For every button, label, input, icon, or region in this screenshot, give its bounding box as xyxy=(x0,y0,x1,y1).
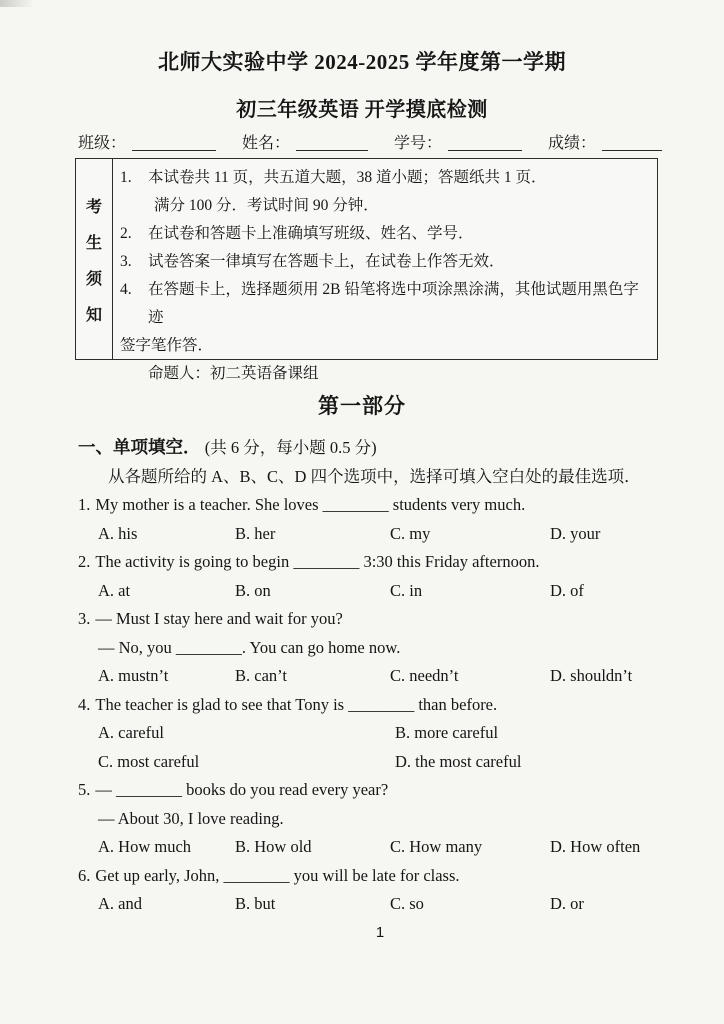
class-field xyxy=(78,130,216,153)
question-text: Get up early, John, ________ you will be late for class. xyxy=(95,865,460,885)
option-d: D. shouldn’t xyxy=(550,666,633,685)
option-d: D. the most careful xyxy=(395,751,522,771)
name-label: 姓名： xyxy=(241,135,290,152)
notice-item: 1. 本试卷共 11 页，共五道大题，38 道小题；答题纸共 1 页． xyxy=(120,169,547,186)
question-options xyxy=(78,520,664,549)
name-field xyxy=(242,130,368,153)
option-c: C. most careful xyxy=(98,751,200,771)
question-number: 1. xyxy=(78,495,91,514)
notice-side-char: 生 xyxy=(85,234,102,252)
option-d: D. or xyxy=(550,894,584,913)
question-stem xyxy=(78,691,664,720)
option-b: B. more careful xyxy=(395,723,499,742)
student-id-blank xyxy=(448,135,522,151)
option-a: A. mustn’t xyxy=(98,666,169,685)
question-stem xyxy=(78,605,664,634)
notice-item: 2. 在试卷和答题卡上准确填写班级、姓名、学号． xyxy=(120,225,474,242)
question-1 xyxy=(78,491,664,548)
question-text: The teacher is glad to see that Tony is ________ than before. xyxy=(95,694,498,714)
exam-title: 北师大实验中学 2024-2025 学年度第一学期 xyxy=(158,50,566,74)
questions-section xyxy=(78,433,664,919)
page-number: 1 xyxy=(375,924,385,941)
proposer-line: 命题人：初二英语备课组 xyxy=(148,365,319,382)
exam-subtitle: 初三年级英语 开学摸底检测 xyxy=(236,99,488,121)
section-instructions: 从各题所给的 A、B、C、D 四个选项中，选择可填入空白处的最佳选项． xyxy=(108,466,641,486)
question-stem xyxy=(78,548,664,577)
notice-body xyxy=(113,159,657,382)
notice-side-label xyxy=(76,159,113,359)
question-stem-line2: — About 30, I love reading. xyxy=(98,808,284,828)
notice-side-char: 考 xyxy=(85,198,102,216)
option-a: A. at xyxy=(98,580,131,600)
question-text: The activity is going to begin ________ 3:30 this Friday afternoon. xyxy=(95,552,540,571)
score-field xyxy=(548,130,662,153)
question-number: 6. xyxy=(78,865,91,885)
name-blank xyxy=(296,135,368,151)
question-options xyxy=(78,890,664,919)
student-id-label: 学号： xyxy=(393,135,442,152)
option-b: B. How old xyxy=(235,837,312,856)
option-d: D. of xyxy=(550,580,584,600)
option-a: A. How much xyxy=(98,837,192,856)
notice-side-char: 知 xyxy=(85,306,102,324)
student-id-field xyxy=(394,130,522,153)
question-options xyxy=(78,577,664,606)
question-number: 2. xyxy=(78,552,91,571)
option-a: A. and xyxy=(98,894,142,913)
option-b: B. but xyxy=(235,894,276,913)
notice-item-continuation: 满分 100 分．考试时间 90 分钟． xyxy=(154,197,379,214)
class-label: 班级： xyxy=(78,135,127,152)
score-blank xyxy=(602,135,662,151)
question-number: 3. xyxy=(78,609,91,628)
question-stem xyxy=(78,491,664,520)
question-stem-line2: — No, you ________. You can go home now. xyxy=(98,637,401,657)
option-a: A. careful xyxy=(98,723,164,742)
question-options xyxy=(78,833,664,862)
notice-item-continuation: 签字笔作答． xyxy=(120,337,214,354)
notice-side-char: 须 xyxy=(85,270,102,288)
question-options xyxy=(78,719,664,776)
option-c: C. needn’t xyxy=(390,666,459,685)
class-blank xyxy=(132,135,216,151)
question-text: My mother is a teacher. She loves ________ students very much. xyxy=(95,495,526,514)
option-b: B. her xyxy=(235,523,276,543)
question-6 xyxy=(78,862,664,919)
notice-item: 3. 试卷答案一律填写在答题卡上，在试卷上作答无效． xyxy=(120,253,505,270)
examinee-notice-box xyxy=(75,158,658,382)
option-c: C. my xyxy=(390,523,431,543)
option-a: A. his xyxy=(98,523,138,543)
student-info-line xyxy=(78,130,662,153)
option-d: D. How often xyxy=(550,837,641,856)
part-one-heading: 第一部分 xyxy=(318,394,406,418)
question-2 xyxy=(78,548,664,605)
question-number: 5. xyxy=(78,780,91,799)
option-b: B. can’t xyxy=(235,666,287,685)
question-text: — ________ books do you read every year? xyxy=(95,780,389,799)
option-c: C. so xyxy=(390,894,424,913)
option-c: C. in xyxy=(390,580,423,600)
option-d: D. your xyxy=(550,523,601,543)
option-c: C. How many xyxy=(390,837,483,856)
notice-item: 4. 在答题卡上，选择题须用 2B 铅笔将选中项涂黑涂满，其他试题用黑色字迹 xyxy=(120,281,639,326)
question-number: 4. xyxy=(78,694,91,714)
score-label: 成绩： xyxy=(547,135,596,152)
section-points: (共 6 分，每小题 0.5 分) xyxy=(204,438,377,457)
section-title-line xyxy=(78,433,664,463)
question-text: — Must I stay here and wait for you? xyxy=(95,609,343,628)
section-title: 一、单项填空． xyxy=(78,437,201,457)
question-3 xyxy=(78,605,664,691)
question-stem xyxy=(78,862,664,891)
scan-edge-artifact xyxy=(0,0,34,7)
question-5 xyxy=(78,776,664,862)
question-options xyxy=(78,662,664,691)
question-4 xyxy=(78,691,664,777)
question-stem xyxy=(78,776,664,805)
option-b: B. on xyxy=(235,580,271,600)
